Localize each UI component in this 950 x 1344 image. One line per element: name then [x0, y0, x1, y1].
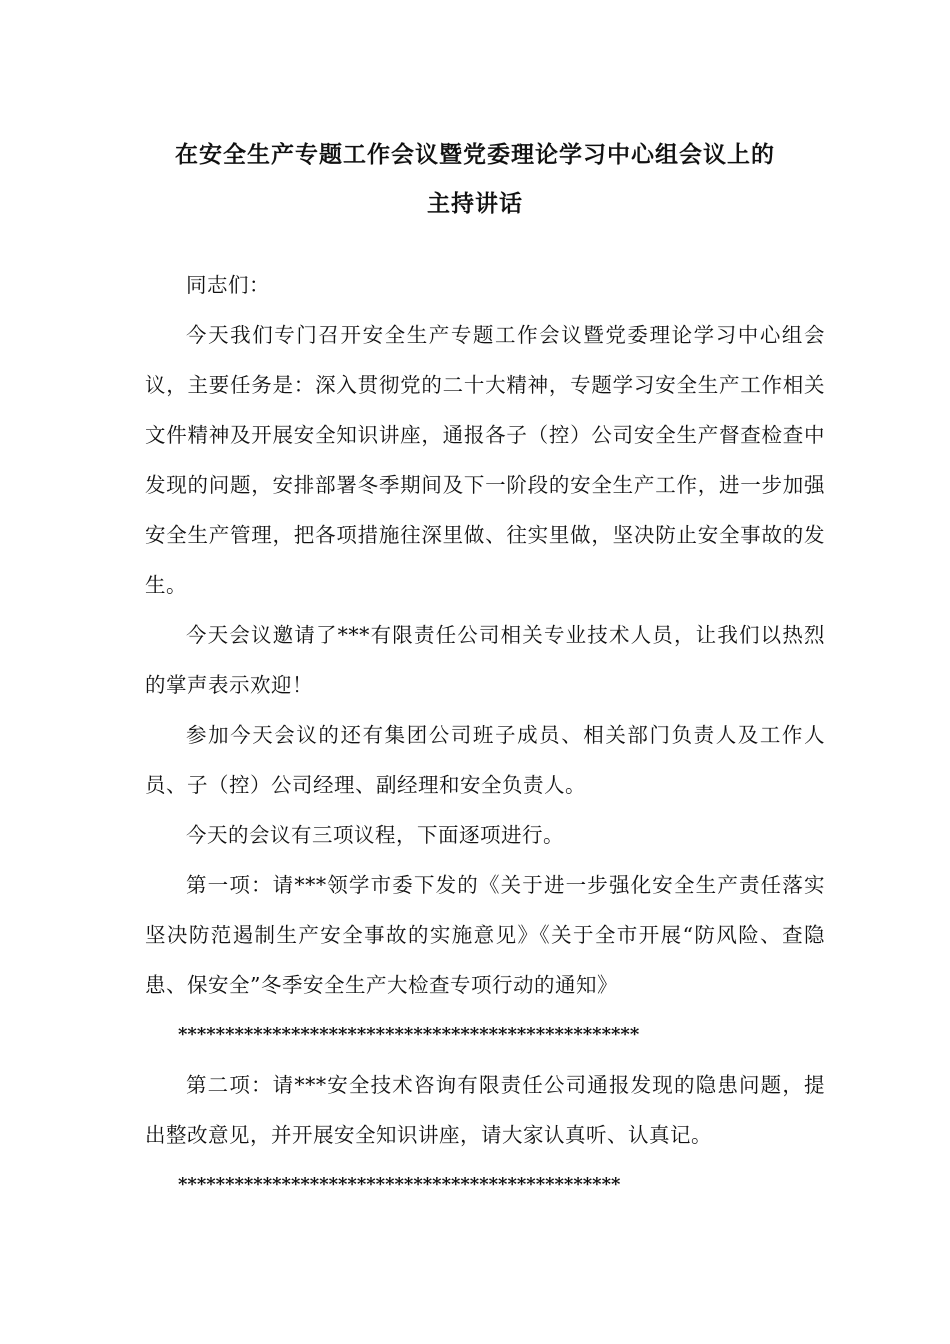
paragraph-agenda-item-2: 第二项：请***安全技术咨询有限责任公司通报发现的隐患问题，提出整改意见，并开展安全知识讲座，请大家认真听、认真记。 — [145, 1073, 825, 1147]
salutation: 同志们： — [186, 273, 270, 297]
separator-line-1: ************************************************* — [178, 1024, 640, 1045]
paragraph-welcome-guests: 今天会议邀请了***有限责任公司相关专业技术人员，让我们以热烈的掌声表示欢迎！ — [145, 623, 825, 697]
paragraph-meeting-purpose: 今天我们专门召开安全生产专题工作会议暨党委理论学习中心组会议，主要任务是：深入贯彻党的二十大精神，专题学习安全生产工作相关文件精神及开展安全知识讲座，通报各子（控）公司安全生产督查检查中发现的问题，安排部署冬季期间及下一阶段的安全生产工作，进一步加强安全生产管理，把各项措施往深里做、往实里做，坚决防止安全事故的发生。 — [145, 323, 825, 597]
paragraph-agenda-intro: 今天的会议有三项议程，下面逐项进行。 — [186, 823, 564, 847]
paragraph-agenda-item-1: 第一项：请***领学市委下发的《关于进一步强化安全生产责任落实坚决防范遏制生产安全事故的实施意见》《关于全市开展“防风险、查隐患、保安全”冬季安全生产大检查专项行动的通知》 — [145, 873, 825, 997]
document-title-line-1: 在安全生产专题工作会议暨党委理论学习中心组会议上的 — [175, 142, 775, 168]
document-title-line-2: 主持讲话 — [427, 191, 523, 217]
separator-line-2: *********************************************** — [178, 1174, 621, 1195]
document-body — [145, 260, 825, 1210]
paragraph-attendees: 参加今天会议的还有集团公司班子成员、相关部门负责人及工作人员、子（控）公司经理、副经理和安全负责人。 — [145, 723, 825, 797]
